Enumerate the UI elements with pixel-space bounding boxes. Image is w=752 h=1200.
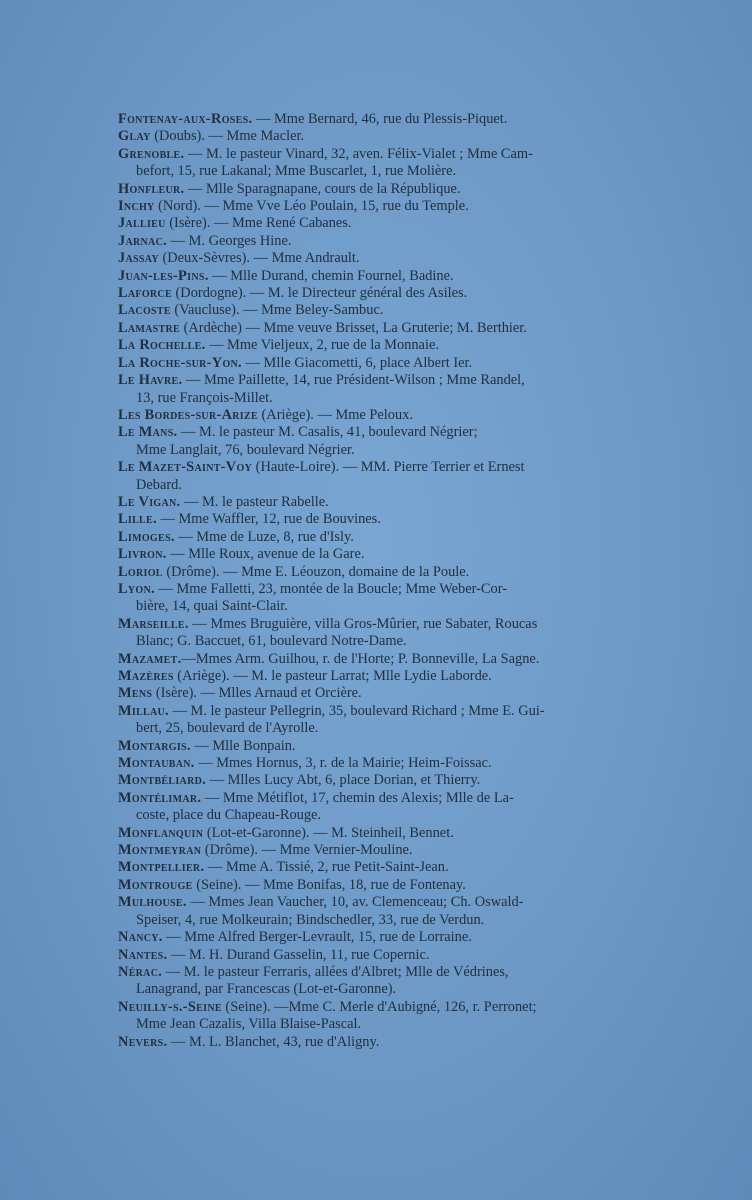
entry-continuation: bière, 14, quai Saint-Clair. [136, 598, 288, 615]
place-name: Marseille. [118, 615, 189, 632]
list-item [118, 703, 658, 738]
entry-continuation: bert, 25, boulevard de l'Ayrolle. [136, 720, 319, 737]
place-name: Laforce [118, 285, 172, 302]
place-name: Montélimar. [118, 789, 202, 806]
place-name: Le Mans. [118, 424, 178, 441]
place-name: Grenoble. [118, 145, 185, 162]
entry-text: (Dordogne). — M. le Directeur général des Asiles. [171, 285, 468, 302]
entry-text: (Vaucluse). — Mme Beley-Sambuc. [170, 302, 384, 319]
place-name: Montpellier. [118, 859, 205, 876]
place-name: Jarnac. [118, 232, 168, 249]
list-item [118, 459, 658, 494]
place-name: Juan-les-Pins. [118, 267, 209, 284]
entry-text: — Mme de Luze, 8, rue d'Isly. [174, 528, 354, 545]
entry-text: (Seine). —Mme C. Merle d'Aubigné, 126, r. Perronet; [221, 998, 537, 1015]
list-item [118, 564, 658, 581]
entry-continuation: coste, place du Chapeau-Rouge. [136, 807, 322, 824]
entry-text: — M. le pasteur Ferraris, allées d'Albret; Mlle de Védrines, [162, 963, 509, 980]
list-item [118, 215, 658, 232]
entry-text: — Mlle Durand, chemin Fournel, Badine. [208, 267, 454, 284]
place-name: Millau. [118, 702, 169, 719]
entry-text: (Haute-Loire). — MM. Pierre Terrier et Ernest [252, 459, 525, 476]
place-name: Lyon. [118, 580, 155, 597]
list-item [118, 546, 658, 563]
place-name: Les Bordes-sur-Arize [118, 406, 258, 423]
place-name: Le Mazet-Saint-Voy [118, 459, 253, 476]
list-item [118, 128, 658, 145]
place-name: Fontenay-aux-Roses. [118, 111, 253, 127]
list-item [118, 424, 658, 459]
list-item [118, 250, 658, 267]
list-item [118, 772, 658, 789]
entry-text: — Mme Falletti, 23, montée de la Boucle; Mme Weber-Cor- [154, 580, 508, 597]
entry-text: — Mme Bernard, 46, rue du Plessis-Piquet. [252, 111, 508, 127]
list-item [118, 894, 658, 929]
place-name: Lamastre [118, 319, 181, 336]
place-name: Mulhouse. [118, 894, 187, 911]
place-name: Montargis. [118, 737, 191, 754]
address-list [118, 111, 658, 1051]
place-name: La Rochelle. [118, 337, 206, 354]
entry-text: (Ardèche) — Mme veuve Brisset, La Gruterie; M. Berthier. [180, 319, 527, 336]
entry-text: — M. H. Durand Gasselin, 11, rue Copernic. [167, 946, 430, 963]
place-name: Mazères [118, 668, 174, 684]
entry-text: — Mlle Giacometti, 6, place Albert Ier. [241, 354, 473, 371]
entry-continuation: 13, rue François-Millet. [136, 389, 273, 406]
list-item [118, 320, 658, 337]
list-item [118, 268, 658, 285]
entry-text: (Seine). — Mme Bonifas, 18, rue de Fontenay. [192, 876, 466, 893]
entry-continuation: befort, 15, rue Lakanal; Mme Buscarlet, 1, rue Molière. [136, 163, 457, 180]
entry-text: — Mme Vieljeux, 2, rue de la Monnaie. [205, 337, 439, 354]
list-item [118, 790, 658, 825]
place-name: Lacoste [118, 302, 171, 319]
list-item [118, 285, 658, 302]
list-item [118, 355, 658, 372]
place-name: Jassay [118, 250, 159, 267]
place-name: Nancy. [118, 929, 163, 946]
list-item [118, 233, 658, 250]
place-name: Jallieu [118, 215, 166, 232]
entry-continuation: Speiser, 4, rue Molkeurain; Bindschedler, 33, rue de Verdun. [136, 911, 485, 928]
place-name: Lille. [118, 511, 157, 528]
place-name: Loriol [118, 563, 163, 580]
entry-text: — Mmes Jean Vaucher, 10, av. Clemenceau; Ch. Oswald- [186, 894, 524, 911]
entry-text: (Ariège). — M. le pasteur Larrat; Mlle Lydie Laborde. [173, 668, 492, 684]
place-name: Montbéliard. [118, 772, 207, 789]
entry-continuation: Mme Jean Cazalis, Villa Blaise-Pascal. [136, 1016, 362, 1033]
list-item [118, 146, 658, 181]
entry-text: — Mme A. Tissié, 2, rue Petit-Saint-Jean. [204, 859, 449, 876]
list-item [118, 494, 658, 511]
entry-text: (Drôme). — Mme E. Léouzon, domaine de la Poule. [162, 563, 470, 580]
list-item [118, 529, 658, 546]
place-name: Honfleur. [118, 180, 185, 197]
entry-text: (Isère). — Mme René Cabanes. [165, 215, 352, 232]
entry-text: — M. L. Blanchet, 43, rue d'Aligny. [167, 1033, 380, 1050]
list-item [118, 511, 658, 528]
place-name: Le Havre. [118, 372, 183, 389]
entry-continuation: Lanagrand, par Francescas (Lot-et-Garonne). [136, 981, 397, 998]
place-name: Limoges. [118, 528, 175, 545]
entry-text: (Isère). — Mlles Arnaud et Orcière. [152, 685, 362, 702]
list-item [118, 181, 658, 198]
place-name: Nérac. [118, 963, 163, 980]
entry-text: — M. Georges Hine. [167, 232, 292, 249]
place-name: Glay [118, 128, 151, 145]
list-item [118, 825, 658, 842]
place-name: Neuilly-s.-Seine [118, 998, 222, 1015]
place-name: Mens [118, 685, 153, 702]
list-item [118, 755, 658, 772]
list-item [118, 616, 658, 651]
list-item [118, 929, 658, 946]
list-item [118, 651, 658, 668]
place-name: Montmeyran [118, 842, 202, 859]
entry-text: — Mlle Bonpain. [190, 737, 296, 754]
list-item [118, 1034, 658, 1051]
entry-text: — Mme Waffler, 12, rue de Bouvines. [156, 511, 381, 528]
place-name: Montauban. [118, 755, 195, 772]
list-item [118, 964, 658, 999]
place-name: Nantes. [118, 946, 168, 963]
list-item [118, 337, 658, 354]
entry-text: (Nord). — Mme Vve Léo Poulain, 15, rue du Temple. [154, 198, 469, 215]
entry-continuation: Debard. [136, 476, 182, 493]
entry-text: (Ariège). — Mme Peloux. [257, 406, 413, 423]
entry-text: —Mmes Arm. Guilhou, r. de l'Horte; P. Bonneville, La Sagne. [181, 650, 540, 667]
list-item [118, 668, 658, 685]
entry-text: — Mmes Bruguière, villa Gros-Mûrier, rue Sabater, Roucas [188, 615, 538, 632]
list-item [118, 302, 658, 319]
place-name: Le Vigan. [118, 493, 181, 510]
entry-text: — M. le pasteur Vinard, 32, aven. Félix-Vialet ; Mme Cam- [184, 145, 533, 162]
entry-continuation: Mme Langlait, 76, boulevard Négrier. [136, 441, 355, 458]
entry-text: — Mlle Roux, avenue de la Gare. [166, 546, 365, 563]
entry-text: — Mme Alfred Berger-Levrault, 15, rue de Lorraine. [162, 929, 472, 946]
list-item [118, 111, 658, 128]
place-name: Inchy [118, 198, 155, 215]
place-name: Montrouge [118, 876, 193, 893]
list-item [118, 581, 658, 616]
entry-text: — Mlles Lucy Abt, 6, place Dorian, et Thierry. [206, 772, 481, 789]
list-item [118, 372, 658, 407]
entry-text: (Deux-Sèvres). — Mme Andrault. [158, 250, 360, 267]
list-item [118, 407, 658, 424]
entry-text: — Mlle Sparagnapane, cours de la République. [184, 180, 461, 197]
list-item [118, 685, 658, 702]
entry-text: (Doubs). — Mme Macler. [150, 128, 305, 145]
list-item [118, 842, 658, 859]
list-item [118, 198, 658, 215]
entry-text: — Mme Métiflot, 17, chemin des Alexis; Mlle de La- [201, 789, 514, 806]
entry-text: — M. le pasteur Rabelle. [180, 493, 329, 510]
entry-text: — M. le pasteur Pellegrin, 35, boulevard Richard ; Mme E. Gui- [168, 702, 545, 719]
entry-text: (Lot-et-Garonne). — M. Steinheil, Bennet. [203, 824, 454, 841]
entry-text: — Mme Paillette, 14, rue Président-Wilson ; Mme Randel, [182, 372, 525, 389]
list-item [118, 947, 658, 964]
list-item [118, 999, 658, 1034]
place-name: Livron. [118, 546, 167, 563]
place-name: Mazamet. [118, 650, 182, 667]
place-name: Monflanquin [118, 824, 204, 841]
entry-text: (Drôme). — Mme Vernier-Mouline. [201, 842, 413, 859]
list-item [118, 738, 658, 755]
list-item [118, 859, 658, 876]
list-item [118, 877, 658, 894]
entry-text: — M. le pasteur M. Casalis, 41, boulevard Négrier; [177, 424, 478, 441]
place-name: La Roche-sur-Yon. [118, 354, 242, 371]
entry-continuation: Blanc; G. Baccuet, 61, boulevard Notre-Dame. [136, 633, 407, 650]
place-name: Nevers. [118, 1033, 168, 1050]
entry-text: — Mmes Hornus, 3, r. de la Mairie; Heim-Foissac. [194, 755, 492, 772]
